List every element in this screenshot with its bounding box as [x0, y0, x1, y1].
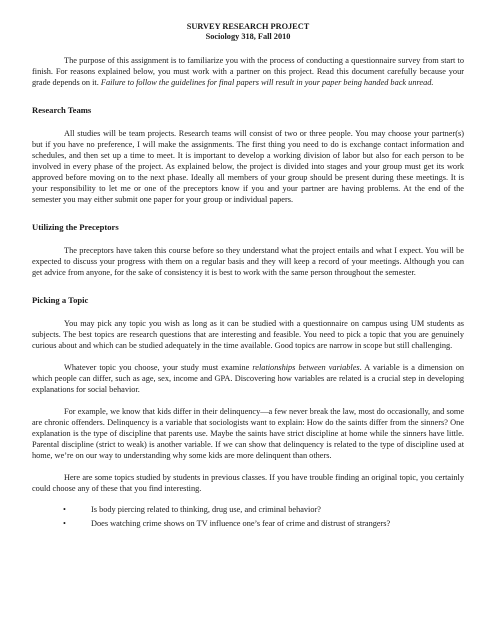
- list-item: [32, 518, 464, 529]
- topic-p2-emphasis: relationships between variables: [252, 363, 360, 372]
- heading-picking-topic: Picking a Topic: [32, 295, 89, 305]
- topic-examples-list: [32, 504, 464, 529]
- intro-paragraph: [32, 55, 464, 88]
- bullet-icon: •: [63, 505, 66, 514]
- heading-research-teams: Research Teams: [32, 105, 92, 115]
- preceptors-paragraph: The preceptors have taken this course before so they understand what the project entails and what I expect. You will be expected to discuss your progress with them on a regular basis and they will keep a record of your meetings. Although you can get advice from anyone, for the sake of consistency it is best to work with the same person throughout the semester.: [32, 246, 464, 277]
- topic-paragraph-1: You may pick any topic you wish as long as it can be studied with a questionnaire on campus using UM students as subjects. The best topics are research questions that are interesting and feasible. You need to pick a topic that you are genuinely curious about and which can be studied adequately in the time available. Good topics are narrow in scope but still challenging.: [32, 319, 464, 350]
- document-subtitle: Sociology 318, Fall 2010: [205, 32, 291, 41]
- topic-p2-start: Whatever topic you choose, your study must examine: [64, 363, 253, 372]
- list-item-text: Is body piercing related to thinking, drug use, and criminal behavior?: [91, 505, 321, 514]
- topic-p2-end: . A variable is a dimension on which people can differ, such as age, sex, income and GPA. Discovering how variables are related is a crucial step in developing explanations for social behavior.: [32, 363, 464, 394]
- intro-warning: Failure to follow the guidelines for final papers will result in your paper being handed back unread.: [100, 78, 434, 87]
- topic-paragraph-3: For example, we know that kids differ in their delinquency—a few never break the law, most do occasionally, and some are chronic offenders. Delinquency is a variable that sociologists want to explain: How do the saints differ from the sinners? One explanation is the type of discipline that parents use. Maybe the saints have strict discipline at home while the sinners have little. Parental discipline (strict to weak) is another variable. If we can show that delinquency is related to the type of discipline used at home, we’re on our way to understanding why some kids are more delinquent than others.: [32, 407, 464, 460]
- heading-preceptors: Utilizing the Preceptors: [32, 222, 119, 232]
- topic-paragraph-2: [32, 362, 464, 395]
- bullet-icon: •: [63, 519, 66, 528]
- intro-text: The purpose of this assignment is to familiarize you with the process of conducting a questionnaire survey from start to finish. For reasons explained below, you must work with a partner on this project. Read this document carefully because your grade depends on it.: [32, 56, 464, 87]
- list-item: [32, 504, 464, 515]
- list-item-text: Does watching crime shows on TV influence one’s fear of crime and distrust of strangers?: [91, 519, 391, 528]
- topic-paragraph-4: Here are some topics studied by students in previous classes. If you have trouble finding an original topic, you certainly could choose any of these that you find interesting.: [32, 473, 464, 493]
- document-title: SURVEY RESEARCH PROJECT: [186, 22, 310, 31]
- research-teams-paragraph: All studies will be team projects. Research teams will consist of two or three people. You may choose your partner(s) but if you have no preference, I will make the assignments. The first thing you need to do is exchange contact information and schedules, and then set up a time to meet. It is important to develop a working division of labor but also for each person to be involved in every phase of the project. As explained below, the project is divided into stages and your group must get its work approved before moving on to the next phase. Ideally all members of your group should be present during these meetings. It is your responsibility to let me or one of the preceptors know if you and your partner are having problems. At the end of the semester you may either submit one paper for your group or individual papers.: [32, 129, 464, 204]
